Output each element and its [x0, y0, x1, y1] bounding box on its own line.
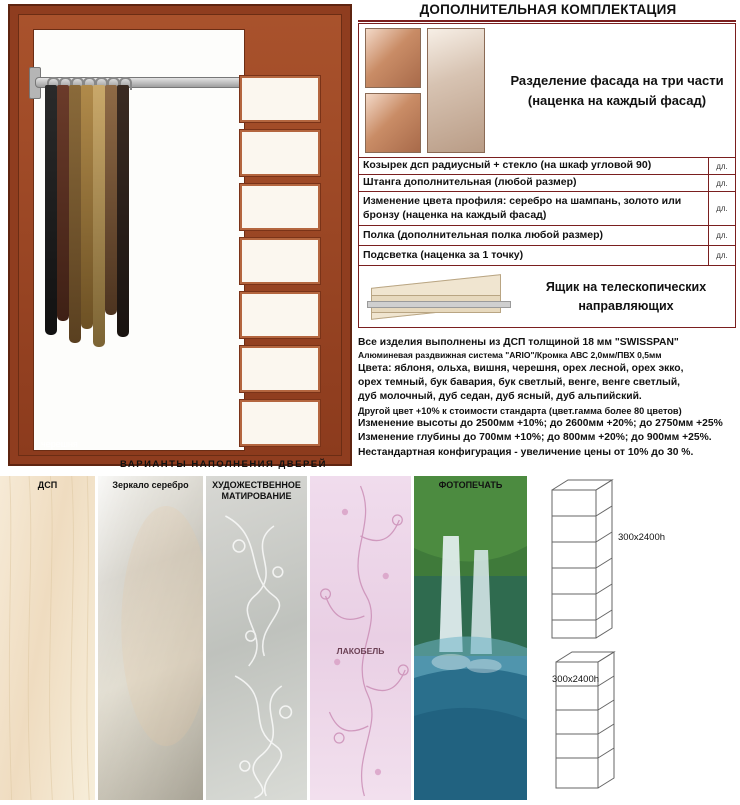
option-row-profile-color	[358, 192, 736, 226]
facade-sample-copper-top	[365, 28, 421, 88]
spec-line: орех темный, бук бавария, бук светлый, венге, венге светлый,	[358, 377, 681, 389]
specifications-block	[358, 336, 736, 460]
sample-label: ДСП	[37, 480, 58, 490]
option-label: Изменение цвета профиля: серебро на шампань, золото или бронзу (наценка на каждый фасад)	[363, 195, 682, 221]
hanging-clothes	[41, 85, 127, 353]
shelving-units	[534, 476, 740, 800]
wood-grain-texture	[0, 476, 95, 800]
shelving-size-label: 300x2400h	[552, 674, 600, 685]
wardrobe-body	[18, 14, 342, 456]
waterfall-photo	[414, 476, 527, 800]
option-label: Подсветка (наценка за 1 точку)	[363, 248, 524, 261]
option-row-vizor	[358, 158, 736, 175]
title-divider	[358, 20, 736, 22]
sample-art-matting	[206, 476, 310, 800]
option-unit: дл.	[708, 192, 735, 225]
spec-line: Алюминевая раздвижная система "ARIO"/Кромка АВС 2,0мм/ПВХ 0,5мм	[358, 350, 662, 361]
panel-2	[239, 129, 321, 177]
wardrobe-illustration	[8, 4, 352, 466]
option-unit: дл.	[708, 175, 735, 191]
option-row-shelf	[358, 226, 736, 246]
drawer-label: Ящик на телескопических направляющих	[545, 280, 707, 313]
panel-6	[239, 345, 321, 393]
option-label: Полка (дополнительная полка любой размер)	[363, 228, 604, 241]
spec-line: Изменение высоты до 2500мм +10%; до 2600мм +20%; до 2750мм +25%	[358, 418, 723, 430]
drawer-illustration	[363, 271, 513, 323]
shelf-panel-column	[233, 29, 329, 449]
facade-sample-copper-bottom	[365, 93, 421, 153]
spec-line: Другой цвет +10% к стоимости стандарта (цвет.гамма более 80 цветов)	[358, 405, 682, 416]
door-fill-samples	[0, 476, 530, 800]
spec-line: дуб молочный, дуб седан, дуб ясный, дуб альпийский.	[358, 391, 642, 403]
sample-photo-print	[414, 476, 530, 800]
option-label: Козырек дсп радиусный + стекло (на шкаф угловой 90)	[363, 159, 652, 172]
panel-5	[239, 291, 321, 339]
wardrobe-material-label: черешня	[41, 439, 78, 449]
spec-line: Цвета: яблоня, ольха, вишня, черешня, орех лесной, орех экко,	[358, 362, 684, 374]
spec-line: Нестандартная конфигурация - увеличение цены от 10% до 30 %.	[358, 446, 694, 458]
sample-mirror-silver	[98, 476, 206, 800]
matting-pattern	[206, 476, 307, 800]
shelving-diagram	[534, 476, 740, 800]
spec-line: Изменение глубины до 700мм +10%; до 800мм +20%; до 900мм +25%.	[358, 432, 712, 444]
sample-label: ХУДОЖЕСТВЕННОЕ МАТИРОВАНИЕ	[212, 480, 301, 501]
drawer-row	[358, 266, 736, 328]
facade-split-row	[358, 23, 736, 158]
option-unit: дл.	[708, 246, 735, 265]
sample-lacobel	[310, 476, 414, 800]
option-label: Штанга дополнительная (любой размер)	[363, 176, 577, 189]
panel-4	[239, 237, 321, 285]
facade-split-text: Разделение фасада на три части (наценка на каждый фасад)	[510, 73, 724, 108]
lacobel-floral-pattern	[310, 476, 411, 800]
mirror-sample-tall	[427, 28, 485, 153]
sample-label: Зеркало серебро	[112, 480, 189, 490]
additional-equipment-title: ДОПОЛНИТЕЛЬНАЯ КОМПЛЕКТАЦИЯ	[419, 2, 677, 17]
shelving-size-label: 300x2400h	[618, 532, 666, 543]
variants-title: ВАРИАНТЫ НАПОЛНЕНИЯ ДВЕРЕЙ	[120, 459, 327, 470]
mirror-reflection-texture	[98, 476, 203, 800]
panel-7	[239, 399, 321, 447]
option-unit: дл.	[708, 226, 735, 245]
panel-1	[239, 75, 321, 123]
option-unit: дл.	[708, 158, 735, 174]
facade-sample-images	[359, 24, 499, 157]
sample-dsp	[0, 476, 98, 800]
option-row-lighting	[358, 246, 736, 266]
lacobel-tag: ЛАКОБЕЛЬ	[336, 646, 385, 656]
spec-line: Все изделия выполнены из ДСП толщиной 18 мм "SWISSPAN"	[358, 337, 679, 348]
facade-sample-copper-stack	[365, 28, 421, 153]
sample-label: ФОТОПЕЧАТЬ	[438, 480, 503, 490]
panel-3	[239, 183, 321, 231]
option-row-rod	[358, 175, 736, 192]
